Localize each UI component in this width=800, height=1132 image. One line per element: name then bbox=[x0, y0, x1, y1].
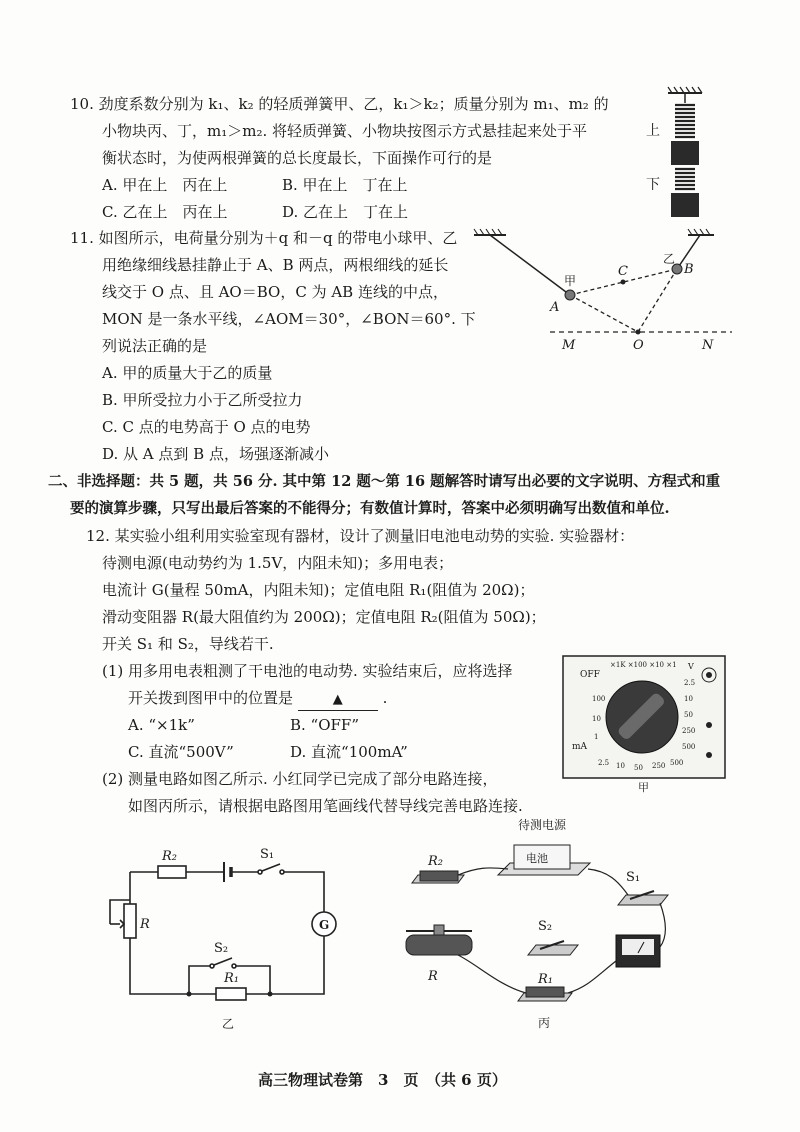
label-lower: 下 bbox=[646, 177, 660, 193]
q12-line1: 12. 某实验小组利用实验室现有器材，设计了测量旧电池电动势的实验. 实验器材： bbox=[86, 527, 635, 545]
q11-line1: 11. 如图所示，电荷量分别为＋q 和－q 的带电小球甲、乙 bbox=[70, 229, 458, 247]
q11-line2: 用绝缘细线悬挂静止于 A、B 两点，两根细线的延长 bbox=[102, 256, 449, 274]
r2-component bbox=[420, 871, 458, 881]
charged-balls-figure bbox=[470, 225, 740, 355]
r1-component bbox=[526, 987, 564, 997]
r1-resistor bbox=[216, 988, 246, 1000]
meter-right-3: 50 bbox=[684, 711, 693, 719]
q10-option-c: C. 乙在上 丙在上 bbox=[102, 203, 228, 221]
circuit-g-label: G bbox=[319, 918, 330, 932]
section2-line2: 要的演算步骤，只写出最后答案的不能得分；有数值计算时，答案中必须明确写出数值和单位. bbox=[70, 500, 670, 517]
meter-left-3: 1 bbox=[594, 733, 599, 741]
q10-option-b: B. 甲在上 丁在上 bbox=[282, 176, 408, 194]
circuit-r-label: R bbox=[140, 917, 150, 932]
q12-part2-line1: (2) 测量电路如图乙所示. 小红同学已完成了部分电路连接， bbox=[102, 770, 498, 788]
q12-option-b: B. “OFF” bbox=[290, 716, 360, 734]
q12-option-a: A. “×1k” bbox=[128, 716, 195, 734]
meter-right-2: 10 bbox=[684, 695, 693, 703]
meter-right-1: 2.5 bbox=[684, 679, 696, 687]
meter-bottom-3: 50 bbox=[634, 764, 643, 772]
bing-rheostat bbox=[406, 935, 472, 955]
meter-bottom-5: 500 bbox=[670, 759, 684, 767]
q12-line5: 开关 S₁ 和 S₂，导线若干. bbox=[102, 635, 274, 653]
meter-left-2: 10 bbox=[592, 715, 601, 723]
meter-off: OFF bbox=[580, 670, 600, 680]
q11-line3: 线交于 O 点、且 AO＝BO，C 为 AB 连线的中点， bbox=[102, 283, 448, 301]
q12-option-c: C. 直流“500V” bbox=[128, 743, 234, 761]
label-upper: 上 bbox=[646, 123, 660, 139]
circuit-r2-label: R₂ bbox=[162, 849, 177, 864]
label-yi: 乙 bbox=[663, 252, 676, 266]
bing-r-label: R bbox=[428, 969, 438, 984]
meter-ma: mA bbox=[572, 742, 588, 752]
q11-option-a: A. 甲的质量大于乙的质量 bbox=[102, 364, 273, 382]
label-n: N bbox=[702, 338, 714, 353]
q12-line3: 电流计 G(量程 50mA，内阻未知)；定值电阻 R₁(阻值为 20Ω)； bbox=[102, 581, 535, 599]
circuit-s1-label: S₁ bbox=[260, 847, 275, 862]
q12-option-d: D. 直流“100mA” bbox=[290, 743, 408, 761]
bing-s2-label: S₂ bbox=[538, 919, 553, 934]
multimeter-figure bbox=[562, 655, 727, 795]
upper-block bbox=[671, 141, 699, 165]
meter-v: V bbox=[688, 662, 694, 671]
circuit-diagram-yi bbox=[100, 840, 350, 1040]
circuit-physical-bing bbox=[398, 815, 688, 1040]
meter-top-scale: ×1K ×100 ×10 ×1 bbox=[610, 661, 677, 669]
meter-right-4: 250 bbox=[682, 727, 696, 735]
meter-left-1: 100 bbox=[592, 695, 606, 703]
q10-line1: 10. 劲度系数分别为 k₁、k₂ 的轻质弹簧甲、乙，k₁＞k₂；质量分别为 m₁、m₂ 的 bbox=[70, 95, 609, 113]
battery-label: 电池 bbox=[526, 852, 548, 865]
q10-option-d: D. 乙在上 丁在上 bbox=[282, 203, 409, 221]
q12-line4: 滑动变阻器 R(最大阻值约为 200Ω)；定值电阻 R₂(阻值为 50Ω)； bbox=[102, 608, 546, 626]
circuit-s2-label: S₂ bbox=[214, 941, 229, 956]
label-m: M bbox=[562, 338, 576, 353]
lower-block bbox=[671, 193, 699, 217]
q12-part1-line2 bbox=[128, 688, 387, 711]
q12-line2: 待测电源(电动势约为 1.5V，内阻未知)；多用电表； bbox=[102, 554, 454, 572]
q11-option-b: B. 甲所受拉力小于乙所受拉力 bbox=[102, 391, 303, 409]
q11-line5: 列说法正确的是 bbox=[102, 337, 208, 355]
label-b: B bbox=[684, 262, 694, 277]
q10-option-a: A. 甲在上 丙在上 bbox=[102, 176, 228, 194]
q11-option-d: D. 从 A 点到 B 点，场强逐渐减小 bbox=[102, 445, 329, 463]
meter-bottom-4: 250 bbox=[652, 762, 666, 770]
bing-r2-label: R₂ bbox=[428, 854, 443, 869]
source-title: 待测电源 bbox=[518, 818, 567, 832]
rheostat bbox=[124, 904, 136, 938]
answer-blank: ▲ bbox=[298, 690, 378, 711]
bing-s1-label: S₁ bbox=[626, 870, 641, 885]
bing-caption: 丙 bbox=[538, 1016, 551, 1030]
label-jia: 甲 bbox=[564, 274, 577, 288]
q11-line4: MON 是一条水平线，∠AOM＝30°，∠BON＝60°. 下 bbox=[102, 310, 476, 328]
part1-prompt: 开关拨到图甲中的位置是 bbox=[128, 689, 294, 707]
meter-bottom-1: 2.5 bbox=[598, 759, 610, 767]
r2-resistor bbox=[158, 866, 186, 878]
bing-r1-label: R₁ bbox=[538, 972, 553, 987]
meter-caption: 甲 bbox=[638, 781, 649, 794]
meter-right-5: 500 bbox=[682, 743, 696, 751]
q12-part2-line2: 如图丙所示，请根据电路图用笔画线代替导线完善电路连接. bbox=[128, 797, 523, 815]
circuit-r1-label: R₁ bbox=[224, 971, 239, 986]
section2-line1: 二、非选择题：共 5 题，共 56 分. 其中第 12 题～第 16 题解答时请写出必要的文字说明、方程式和重 bbox=[48, 473, 721, 490]
spring-figure bbox=[640, 85, 730, 225]
q12-part1-line1: (1) 用多用电表粗测了干电池的电动势. 实验结束后，应将选择 bbox=[102, 662, 513, 680]
q10-line3: 衡状态时，为使两根弹簧的总长度最长，下面操作可行的是 bbox=[102, 149, 493, 167]
meter-bottom-2: 10 bbox=[616, 762, 625, 770]
label-o: O bbox=[633, 338, 644, 353]
page-footer: 高三物理试卷第 3 页 （共 6 页） bbox=[258, 1071, 507, 1089]
label-a: A bbox=[550, 300, 560, 315]
circuit-yi-caption: 乙 bbox=[222, 1017, 235, 1031]
q11-option-c: C. C 点的电势高于 O 点的电势 bbox=[102, 418, 311, 436]
part1-end: . bbox=[382, 689, 388, 707]
q10-line2: 小物块丙、丁，m₁＞m₂. 将轻质弹簧、小物块按图示方式悬挂起来处于平 bbox=[102, 122, 588, 140]
label-c: C bbox=[618, 264, 628, 279]
